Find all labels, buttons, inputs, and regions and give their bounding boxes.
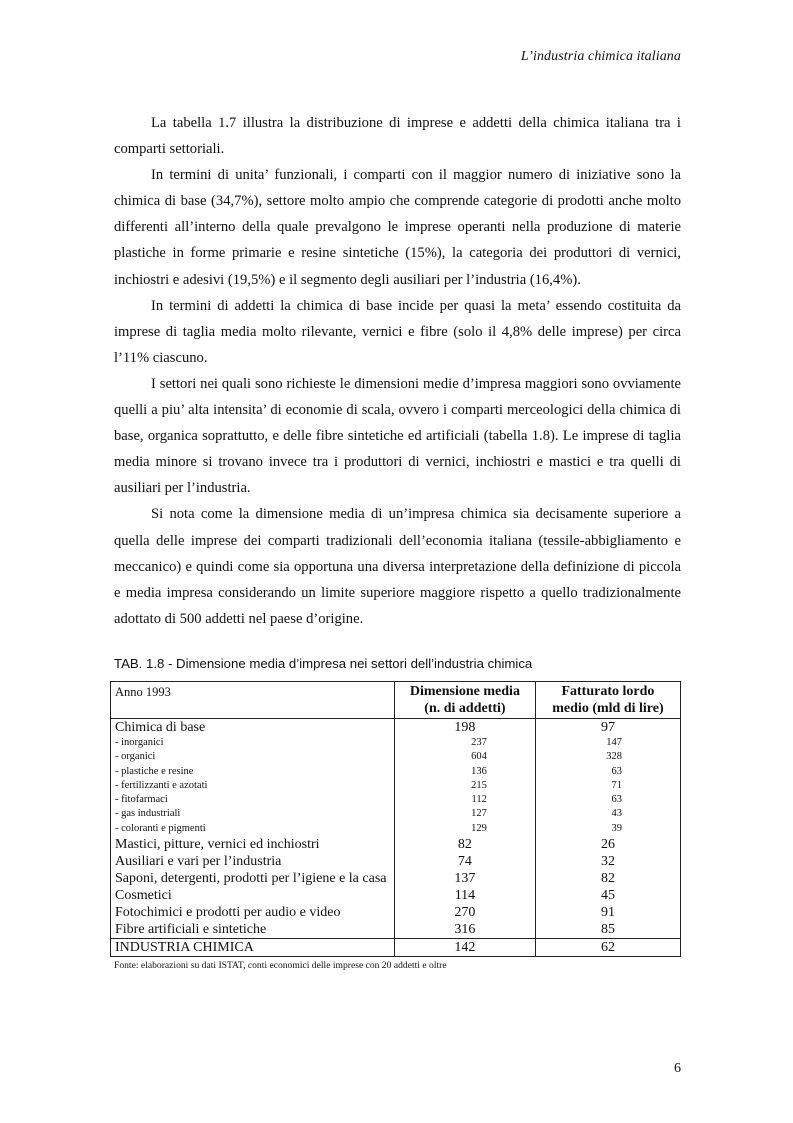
col-header-fatturato (535, 682, 680, 719)
total-dimensione: 142 (394, 939, 535, 957)
row-fatturato: 82 (535, 870, 680, 887)
col-header-fatturato-line2: medio (mld di lire) (552, 701, 664, 716)
row-label: - gas industriali (115, 808, 181, 820)
row-fatturato: 32 (535, 853, 680, 870)
row-label: Saponi, detergenti, prodotti per l’igiene e la casa (115, 871, 387, 887)
col-header-fatturato-line1: Fatturato lordo (561, 684, 655, 699)
row-fatturato: 63 (535, 765, 680, 779)
row-dimensione: 114 (394, 887, 535, 904)
row-fatturato: 71 (535, 779, 680, 793)
table-row (111, 904, 681, 921)
table-row (111, 793, 681, 807)
col-header-dimensione-line2: (n. di addetti) (424, 701, 506, 716)
row-label: - fertilizzanti e azotati (115, 779, 208, 791)
row-fatturato: 97 (535, 719, 680, 737)
table-row (111, 736, 681, 750)
total-label: INDUSTRIA CHIMICA (111, 939, 395, 957)
row-fatturato: 43 (535, 807, 680, 821)
row-dimensione: 136 (394, 765, 535, 779)
row-fatturato: 85 (535, 921, 680, 939)
row-dimensione: 215 (394, 779, 535, 793)
table-total-row (111, 939, 681, 957)
row-dimensione: 237 (394, 736, 535, 750)
row-label: Fibre artificiali e sintetiche (115, 922, 267, 938)
table-header-row (111, 682, 681, 719)
row-dimensione: 74 (394, 853, 535, 870)
col-header-dimensione-line1: Dimensione media (409, 684, 520, 699)
row-label: Fotochimici e prodotti per audio e video (115, 905, 341, 921)
table-row (111, 765, 681, 779)
row-dimensione: 198 (394, 719, 535, 737)
row-label: - organici (115, 751, 156, 763)
col-header-dimensione (394, 682, 535, 719)
paragraph: In termini di unita’ funzionali, i comparti con il maggior numero di iniziative sono la chimica di base (34,7%), settore molto ampio che comprende categorie di prodotti anche molto differenti all’interno della quale prevalgono le imprese operanti nella produzione di materie plastiche in forme primarie e resine sintetiche (15%), la categoria dei produttori di vernici, inchiostri e adesivi (19,5%) e il segmento degli ausiliari per l’industria (16,4%). (114, 167, 681, 288)
row-label: Ausiliari e vari per l’industria (115, 854, 282, 870)
row-fatturato: 91 (535, 904, 680, 921)
row-label: Mastici, pitture, vernici ed inchiostri (115, 837, 320, 853)
row-dimensione: 129 (394, 822, 535, 836)
table-row (111, 750, 681, 764)
total-fatturato: 62 (535, 939, 680, 957)
row-fatturato: 328 (535, 750, 680, 764)
row-dimensione: 604 (394, 750, 535, 764)
row-label: Chimica di base (115, 720, 206, 735)
paragraph: I settori nei quali sono richieste le dimensioni medie d’impresa maggiori sono ovviamente quelli a piu’ alta intensita’ di economie di scala, ovvero i comparti merceologici della chimica di base, organica soprattutto, e delle fibre sintetiche ed artificiali (tabella 1.8). Le imprese di taglia media minore si trovano invece tra i produttori di vernici, inchiostri e mastici e tra quelli di ausiliari per l’industria. (114, 375, 681, 497)
row-label: - inorganici (115, 737, 164, 748)
table-row (111, 822, 681, 836)
row-dimensione: 112 (394, 793, 535, 807)
row-label: - plastiche e resine (115, 765, 194, 777)
table-row (111, 870, 681, 887)
table-row (111, 836, 681, 853)
row-fatturato: 63 (535, 793, 680, 807)
year-label: Anno 1993 (111, 682, 395, 719)
row-dimensione: 127 (394, 807, 535, 821)
row-dimensione: 316 (394, 921, 535, 939)
row-label: Cosmetici (115, 888, 172, 904)
table-source-note: Fonte: elaborazioni su dati ISTAT, conti economici delle imprese con 20 addetti e oltre (114, 960, 447, 971)
table-row (111, 807, 681, 821)
row-fatturato: 45 (535, 887, 680, 904)
running-header: L’industria chimica italiana (520, 49, 681, 64)
row-fatturato: 39 (535, 822, 680, 836)
row-dimensione: 137 (394, 870, 535, 887)
row-dimensione: 82 (394, 836, 535, 853)
row-dimensione: 270 (394, 904, 535, 921)
table-caption: TAB. 1.8 - Dimensione media d’impresa nei settori dell’industria chimica (114, 656, 533, 671)
table-row (111, 921, 681, 939)
paragraph: Si nota come la dimensione media di un’impresa chimica sia decisamente superiore a quella delle imprese dei comparti tradizionali dell’economia italiana (tessile-abbigliamento e meccanico) e quindi come sia opportuna una diversa interpretazione della definizione di piccola e media impresa considerando un limite superiore maggiore rispetto a quello tradizionalmente adottato di 500 addetti nel paese d’origine. (114, 506, 681, 627)
data-table (110, 681, 681, 957)
row-label: - fitofarmaci (115, 794, 168, 806)
body-text (114, 110, 681, 632)
page-number: 6 (674, 1061, 681, 1076)
row-fatturato: 26 (535, 836, 680, 853)
paragraph: La tabella 1.7 illustra la distribuzione di imprese e addetti della chimica italiana tra i comparti settoriali. (114, 115, 681, 158)
row-label: - coloranti e pigmenti (115, 822, 206, 834)
paragraph: In termini di addetti la chimica di base incide per quasi la meta’ essendo costituita da imprese di taglia media molto rilevante, vernici e fibre (solo il 4,8% delle imprese) per circa l’11% ciascuno. (114, 297, 681, 366)
table-row (111, 719, 681, 737)
table-row (111, 853, 681, 870)
table-row (111, 779, 681, 793)
table-row (111, 887, 681, 904)
row-fatturato: 147 (535, 736, 680, 750)
